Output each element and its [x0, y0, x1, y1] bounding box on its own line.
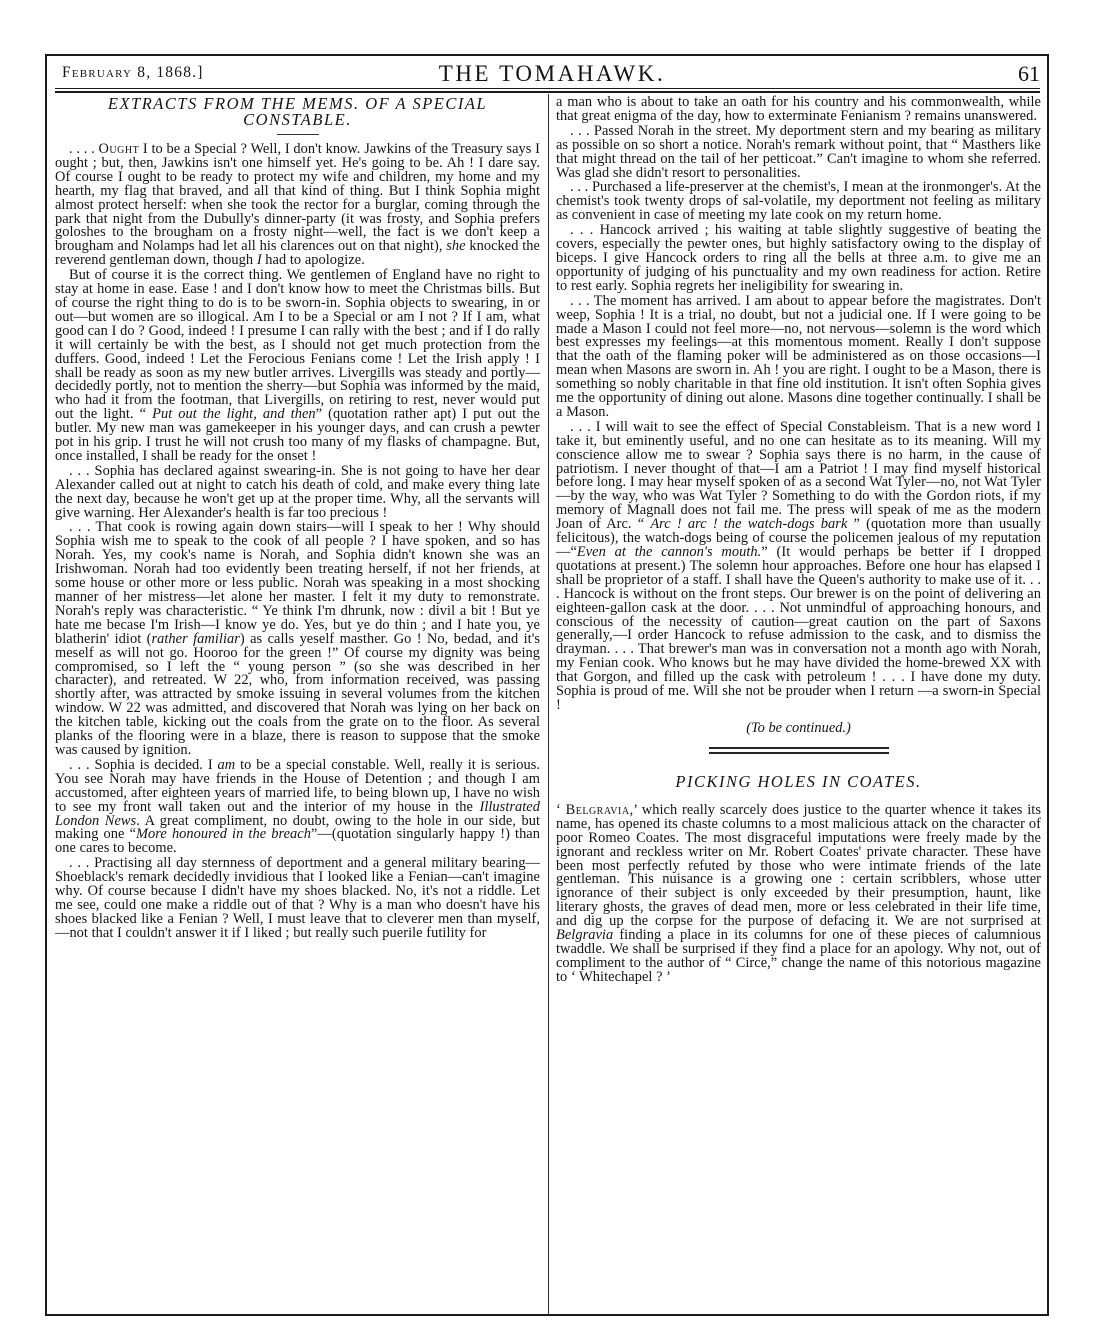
text-run: . . . Passed Norah in the street. My deportment stern and my bearing as military as possible on so short a notice. Norah's remark without point, that “ Masthers like that might thread on the tail of her petticoat.” Can't imagine to whom she referred. Was glad she didn't resort to personalities.: [556, 122, 1041, 181]
text-run: I: [256, 252, 262, 269]
to-be-continued: (To be continued.): [746, 719, 851, 736]
text-run: ”—(quotation singularly happy !) than one cares to become.: [55, 826, 540, 857]
text-run: ‘: [556, 801, 566, 818]
text-run: ” (It would perhaps be better if I dropped quotations at present.) The solemn hour approaches. Before one hour has elapsed I shall be proprietor of a staff. I shall have the Queen's authority to make use of it. . . . Hancock is without on the front steps. Our brewer is on the point of delivering an eighteen-gallon cask at the door. . . . Not unmindful of approaching honours, and conscious of the necessity of caution—great caution on the part of Saxons generally,—I order Hancock to refuse admission to the cask, and to dismiss the drayman. . . . That brewer's man was in conversation not a month ago with Norah, my Fenian cook. Who knows but he may have divided the home-brewed XX with that Gorgon, and filled up the cask with petroleum ! . . . I have done my duty. Sophia is proud of me. Will she not be prouder when I return —a sworn-in Special !: [556, 544, 1041, 713]
issue-date: February 8, 1868.]: [62, 64, 204, 81]
masthead: THE TOMAHAWK.: [438, 61, 666, 86]
text-run: More honoured in the breach: [136, 826, 311, 843]
text-run: Arc ! arc ! the watch-dogs bark: [650, 516, 848, 533]
header-rule-top: [55, 88, 1040, 89]
paragraph: [556, 122, 1041, 181]
text-run: Belgravia: [556, 927, 614, 944]
right-column: [556, 96, 1041, 985]
paragraph: [55, 462, 540, 521]
paragraph: [556, 801, 1041, 985]
text-run: . . . Sophia has declared against swearing-in. She is not going to have her dear Alexander called out at night to catch his death of cold, and make every thing late the next day, because he won't get up at the proper time. Why, all the servants will give warning. Her Alexander's health is far too precious !: [55, 462, 540, 521]
text-run: . . . .: [69, 141, 99, 157]
page-header: [60, 62, 1044, 86]
text-run: . . . Practising all day sternness of deportment and a general military bearing—Shoeblack's remark decidedly invidious that I looked like a Fenian—can't imagine why. Of course because I didn't have my shoes blacked. No, it's not a riddle. Let me see, could one make a riddle out of that ? Why is a man who doesn't have his shoes blacked like a Fenian ? Well, I must leave that to cleverer men than myself,—not that I couldn't answer it if I liked ; but really such puerile futility for: [55, 855, 540, 941]
text-run: she: [446, 238, 466, 255]
article-title-line1: EXTRACTS FROM THE MEMS. OF A SPECIAL: [107, 94, 488, 113]
text-run: But of course it is the correct thing. We gentlemen of England have no right to stay at home in ease. Ease ! and I don't know how to meet the Christmas bills. But of course the right thing to do is to be sworn-in. Sophia objects to swearing, in or out—but women are so illogical. Am I to be a Special or am I not ? If I am, what good can I do ? Good, indeed ! I presume I can rally with the best ; and if I do rally it will certainly be with the best, as I should not get much protection from the duffers. Good, indeed ! Let the Ferocious Fenians come ! Let the Irish apply ! I shall be ready as soon as my new butler arrives. Livergills was steady and portly—decidedly portly, not to mention the sherry—but Sophia was informed by the maid, who had it from the footman, that Livergills, on retiring to rest, never would put out the light. “: [55, 267, 540, 423]
right-column-text: [556, 96, 1041, 713]
article-title: [55, 96, 540, 128]
page-frame-right: [1047, 54, 1049, 1316]
column-divider: [548, 94, 549, 1314]
page-number: 61: [1018, 61, 1040, 86]
paragraph: [556, 418, 1041, 713]
text-run: . A great compliment, no doubt, owing to the hole in our side, but making one “: [55, 812, 541, 843]
text-run: ) as calls yeself masther. Go ! No, bedad, and it's meself as will not go. Hooroo for the green !” Of course my dignity was being compromised, so I left the “ young person ” (so she was described in her character), and retreated. W 22, who, from information received, was passing shortly after, was attracted by smoke issuing in several volumes from the kitchen window. W 22 was admitted, and discovered that Norah was lying on her back on the kitchen table, kicking out the coals from the grate on to the floor. As several planks of the flooring were in a blaze, there is reason to suppose that the smoke was caused by ignition.: [55, 630, 541, 758]
paragraph: [55, 143, 540, 268]
page-frame-left: [45, 54, 47, 1316]
text-run: Put out the light, and then: [152, 406, 316, 423]
title-rule: [277, 134, 319, 135]
text-run: to be a special constable. Well, really it is serious. You see Norah may have friends in the House of Detention ; and though I am accustomed, after eighteen years of married life, to being blown up, I have no wish to see my front wall taken out and the interior of my house in the: [55, 756, 540, 815]
text-run: . . . Purchased a life-preserver at the chemist's, I mean at the ironmonger's. At the chemist's took twenty drops of sal-volatile, my deportment not feeling as military as convenient in case of meeting my late cook on my return home.: [556, 179, 1041, 224]
page-frame-top: [45, 54, 1049, 56]
paragraph: [55, 521, 540, 757]
text-run: . . . That cook is rowing again down stairs—will I speak to her ! Why should Sophia wish me to speak to the cook of all people ? I have spoken, and so has Norah. Yes, my cook's name is Norah, and Sophia didn't known she was an Irishwoman. Norah had too evidently been treating herself, if not her friends, at some house or other more or less public. Norah was speaking in a most shocking manner of her mistress—let alone her master. I felt it my duty to remonstrate. Norah's reply was characteristic. “ Ye think I'm dhrunk, now : divil a bit ! But ye hate me becase I'm Irish—I know ye do. Yes, but ye do thin ; and I hate you, ye blatherin' idiot (: [55, 519, 540, 647]
left-column-text: [55, 143, 540, 941]
text-run: finding a place in its columns for one of these pieces of calumnious twaddle. We shall be surprised if they find a place for an apology. Why not, out of compliment to the author of “ Circe,” change the name of this notorious magazine to ‘ Whitechapel ? ’: [556, 927, 1041, 985]
paragraph: [55, 269, 540, 464]
text-run: Belgravia: [565, 801, 630, 818]
text-run: . . . Sophia is decided. I: [69, 756, 218, 773]
text-run: . . . The moment has arrived. I am about to appear before the magistrates. Don't weep, Sophia ! It is a trial, no doubt, but not a judicial one. If I were going to be made a Mason I could not feel more—no, not nervous—solemn is the word which best expresses my feelings—at this momentous moment. Really I don't suppose that the oath of the flaming poker will be administered as on those occasions—I mean when Masons are sworn in. Ah ! you are right. I ought to be a Mason, there is something so nobly charitable in that fine old institution. It isn't often Sophia gives me the opportunity of dining out alone. Masons dine together continually. I shall be a Mason.: [556, 292, 1041, 420]
paragraph: [55, 756, 541, 857]
paragraph: [556, 181, 1041, 223]
text-run: Ought: [98, 141, 140, 157]
paragraph: [556, 224, 1041, 294]
header-rule-bottom: [55, 91, 1040, 93]
article2-text: [556, 801, 1041, 985]
text-run: ” (quotation more than usually felicitous), the watch-dogs being of course the policemen jealous of my reputation—“: [556, 516, 1041, 560]
text-run: knocked the reverend gentleman down, though: [55, 238, 540, 269]
text-run: ” (quotation rather apt) I put out the butler. My new man was gamekeeper in his younger days, and can crush a pewter pot in his grip. I trust he will not crush too many of my flasks of champagne. But, once installed, I shall be ready for the onset !: [55, 406, 540, 464]
text-run: . . . Hancock arrived ; his waiting at table slightly suggestive of beating the covers, especially the pewter ones, but highly satisfactory owing to the display of biceps. I give Hancock orders to ring all the bells at three a.m. to give me an opportunity of judging of his punctuality and my own readiness for action. Retire to rest early. Sophia regrets her ineligibility for swearing in.: [556, 222, 1041, 294]
left-column: [55, 96, 540, 941]
article-title-line2: CONSTABLE.: [243, 110, 352, 129]
text-run: Even at the cannon's mouth.: [576, 544, 762, 560]
article2-title: PICKING HOLES IN COATES.: [675, 771, 922, 791]
text-run: had to apologize.: [261, 252, 365, 269]
section-divider: [709, 747, 889, 754]
text-run: am: [217, 756, 236, 773]
paragraph: [55, 857, 540, 940]
text-run: rather familiar: [151, 630, 240, 647]
text-run: . . . I will wait to see the effect of Special Constableism. That is a new word I take it, but eminently useful, and no one can hesitate as to its meaning. Will my conscience allow me to swear ? Sophia says there is no harm, in the cause of patriotism. I never thought of that—I am a Patriot ! I may find myself historical before long. I may hear myself spoken of as a second Wat Tyler—no, not Wat Tyler—by the way, who was Wat Tyler ? Something to do with the Gordon riots, if my memory of Magnall does not fail me. The press will speak of me as the modern Joan of Arc. “: [556, 418, 1041, 533]
paragraph: [556, 96, 1041, 124]
paragraph: [556, 292, 1041, 420]
text-run: ,’ which really scarcely does justice to the quarter whence it takes its name, has opened its chaste columns to a most malicious attack on the character of poor Romeo Coates. The most disgraceful imputations were freely made by the ignorant and reckless writer on Mr. Robert Coates' private character. These have been most perfectly refuted by those who were intimate friends of the late gentleman. This nuisance is a growing one : certain scribblers, whose utter ignorance of their subject is only exceeded by their presumption, haunt, like literary ghosts, the graves of dead men, more or less celebrated in their life time, and dig up the corpse for the purpose of defacing it. We are not surprised at: [556, 801, 1041, 930]
text-run: Illustrated London News: [55, 798, 540, 829]
page-frame-bottom: [45, 1314, 1049, 1316]
text-run: I to be a Special ? Well, I don't know. Jawkins of the Treasury says I ought ; but, then, Jawkins isn't one himself yet. He's going to be. Ah ! I dare say. Of course I ought to be ready to protect my wife and children, my home and my hearth, my flag that braved, and all that kind of thing. But I think Sophia might almost protect herself: when she took the rector for a burglar, coming through the park that night from the Dubully's dinner-party (it was frosty, and Sophia prefers goloshes to the brougham on a frosty night—well, the fact is we don't keep a brougham and Nolamps had let all his clarences out on that night),: [55, 141, 540, 255]
text-run: a man who is about to take an oath for his country and his commonwealth, while that great enigma of the day, how to exterminate Fenianism ? remains unanswered.: [556, 94, 1041, 124]
